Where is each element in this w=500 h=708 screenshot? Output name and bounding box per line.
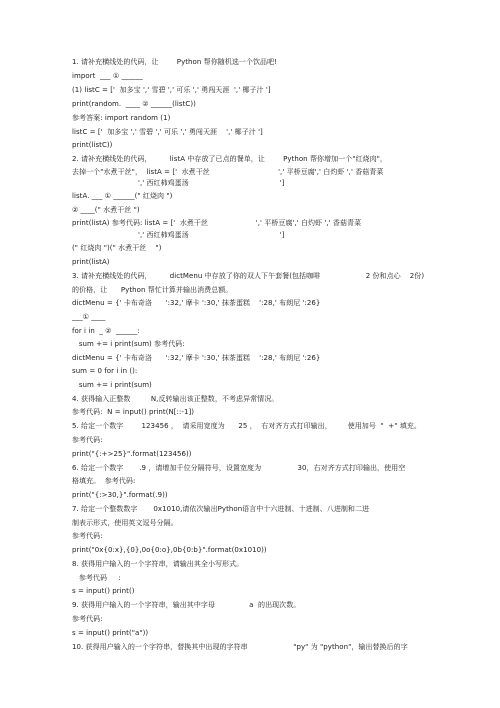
text-line: ② ____(" 水煮干丝 ") — [72, 206, 140, 214]
text-line: 去掉一个"水煮干丝"， listA = [' 水煮干丝 ',' 平桥豆腐',' 白灼虾 ',' 香菇青菜 — [72, 168, 384, 176]
text-line: 参考代码 : — [72, 574, 121, 582]
text-line: 2. 请补充横线处的代码， listA 中存放了已点的餐单，让 Python 帮你增加一个"红烧肉"， — [72, 155, 387, 163]
text-line: 5. 给定一个数字 123456 ， 请采用宽度为 25 ， 右对齐方式打印输出， 使用加号 " +" 填充。 — [72, 422, 421, 430]
text-line: 3. 请补充横线处的代码， dictMenu 中存放了你的双人下午套餐(包括咖啡 2 份和点心 2份) — [72, 272, 425, 280]
text-line: dictMenu = {' 卡布奇洛 ':32,' 摩卡 ':30,' 抹茶蛋糕 ':28,' 布朗尼 ':26} — [72, 354, 321, 362]
text-line: 参考代码: — [72, 615, 103, 623]
text-line: for i in _ ② ______: — [72, 327, 140, 335]
text-line: print(listC)) — [72, 141, 113, 149]
text-line: sum += i print(sum) 参考代码: — [72, 340, 185, 348]
text-line: print(listA) — [72, 258, 110, 266]
text-line: 7. 给定一个整数数字 0x1010,请依次输出Python语言中十六进制、十进制、八进制和二进 — [72, 505, 370, 513]
text-line: print("{:>30,}".format(.9)) — [72, 491, 168, 499]
text-line: 参考代码: N = input() print(N[::-1]) — [72, 408, 195, 416]
text-line: sum = 0 for i in (): — [72, 367, 138, 375]
text-line: ___① ____ — [72, 313, 106, 321]
text-line: 9. 获得用户输入的一个字符串，输出其中字母 a 的出现次数。 — [72, 601, 301, 609]
text-line: print(listA) 参考代码: listA = [' 水煮干丝 ',' 平桥豆腐',' 白灼虾 ',' 香菇青菜 — [72, 219, 362, 227]
text-line: 1. 请补充横线处的代码，让 Python 帮你随机选一个饮品吧! — [72, 58, 277, 66]
text-line: (1) listC = [' 加多宝 ',' 雪碧 ',' 可乐 ',' 勇闯天涯 ',' 椰子汁 '] — [72, 86, 271, 94]
text-line: sum += i print(sum) — [72, 381, 152, 389]
text-line: ',' 西红柿鸡蛋汤 '] — [72, 179, 285, 187]
text-line: dictMenu = {' 卡布奇洛 ':32,' 摩卡 ':30,' 抹茶蛋糕 ':28,' 布朗尼 ':26} — [72, 299, 321, 307]
text-line: 参考答案: import random (1) — [72, 114, 171, 122]
text-line: 4. 获得输入正整数 N,反转输出该正整数，不考虑异常情况。 — [72, 395, 279, 403]
text-line: print(random. ____ ② ______(listC)) — [72, 100, 196, 108]
text-line: ',' 西红柿鸡蛋汤 '] — [72, 231, 285, 239]
text-line: 格填充。 参考代码: — [72, 477, 136, 485]
text-line: 6. 给定一个数字 .9 ，请增加千位分隔符号，设置宽度为 30，右对齐方式打印输出，使用空 — [72, 464, 406, 472]
text-line: 制表示形式，使用英文逗号分隔。 — [72, 519, 178, 527]
text-line: 参考代码: — [72, 436, 103, 444]
text-line: 的价格，让 Python 帮忙计算并输出消费总额。 — [72, 286, 233, 294]
text-line: 8. 获得用户输入的一个字符串，请输出其全小写形式。 — [72, 560, 244, 568]
text-line: s = input() print("a")) — [72, 629, 149, 637]
text-line: (" 红烧肉 ")(" 水煮干丝 ") — [72, 244, 162, 252]
text-line: 10. 获得用户输入的一个字符串，替换其中出现的字符串 "py" 为 "python"，输出替换后的字 — [72, 643, 408, 651]
text-line: listC = [' 加多宝 ',' 雪碧 ',' 可乐 ',' 勇闯天涯 ',' 椰子汁 '] — [72, 128, 263, 136]
text-line: 参考代码: — [72, 532, 103, 540]
text-line: import ___ ① ______ — [72, 72, 143, 80]
text-line: s = input() print() — [72, 587, 135, 595]
text-line: print("{:+>25}".format(123456)) — [72, 450, 192, 458]
text-line: print("0x{0:x},{0},0o{0:o},0b{0:b}".format(0x1010)) — [72, 546, 267, 554]
text-line: listA. ___ ① ______(" 红烧肉 ") — [72, 192, 173, 200]
